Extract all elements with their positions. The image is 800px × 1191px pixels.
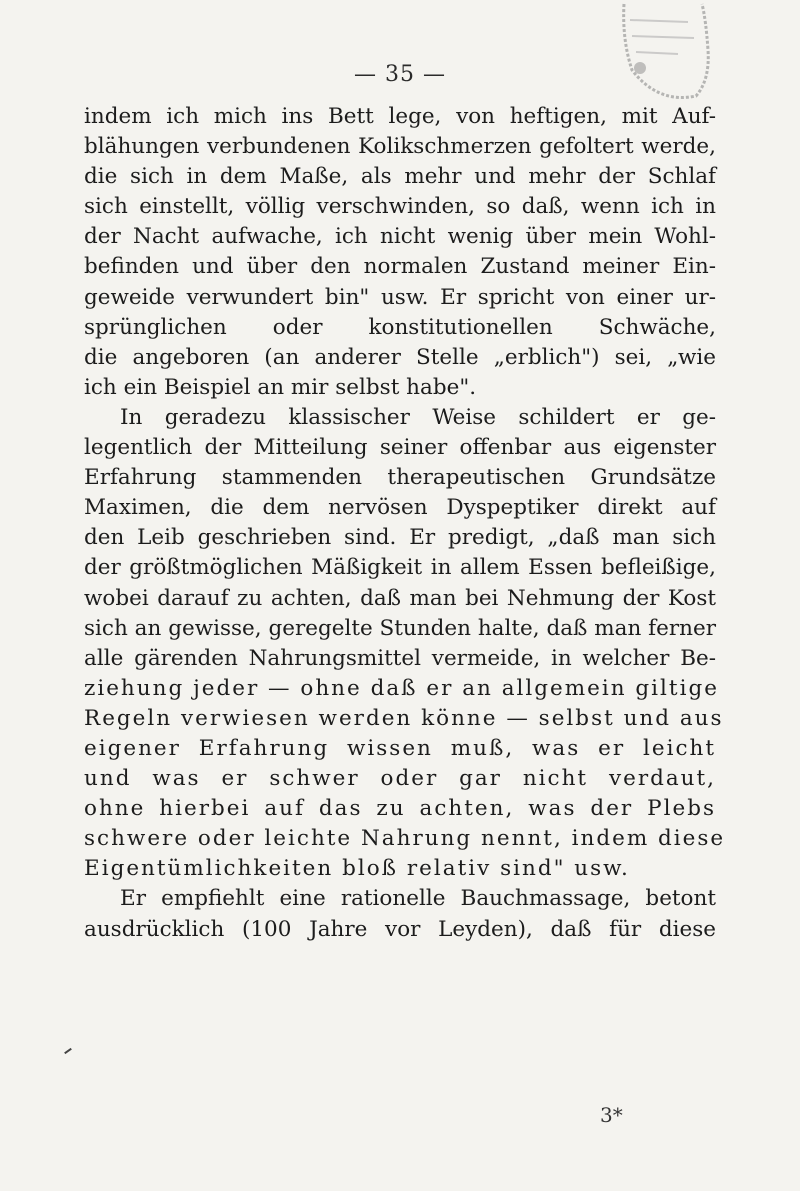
signature-mark: 3* bbox=[600, 1103, 623, 1127]
text-line: den Leib geschrieben sind. Er predigt, „daß man sich bbox=[84, 525, 716, 551]
text-line: sprünglichen oder konstitutionellen Schwäche, bbox=[84, 314, 716, 340]
text-line: alle gärenden Nahrungsmittel vermeide, in welcher Be- bbox=[84, 645, 716, 671]
text-line: der Nacht aufwache, ich nicht wenig über mein Wohl- bbox=[84, 224, 716, 250]
text-line: eigener Erfahrung wissen muß, was er leicht bbox=[84, 735, 716, 761]
text-line: wobei darauf zu achten, daß man bei Nehmung der Kost bbox=[84, 585, 716, 611]
margin-mark bbox=[64, 1048, 72, 1054]
text-line: Erfahrung stammenden therapeutischen Grundsätze bbox=[84, 465, 716, 491]
text-line: ich ein Beispiel an mir selbst habe". bbox=[84, 374, 477, 400]
text-line: der größtmöglichen Mäßigkeit in allem Essen befleißige, bbox=[84, 555, 716, 581]
text-line: die sich in dem Maße, als mehr und mehr der Schlaf bbox=[84, 164, 716, 190]
text-line: die angeboren (an anderer Stelle „erblich") sei, „wie bbox=[84, 344, 716, 370]
text-line: schwere oder leichte Nahrung nennt, indem diese bbox=[84, 826, 726, 852]
text-line: ausdrücklich (100 Jahre vor Leyden), daß für diese bbox=[84, 916, 716, 942]
text-line: Regeln verwiesen werden könne — selbst und aus bbox=[84, 705, 724, 731]
text-line: legentlich der Mitteilung seiner offenbar aus eigenster bbox=[84, 435, 716, 461]
text-line: blähungen verbundenen Kolikschmerzen gefoltert werde, bbox=[84, 134, 716, 160]
library-stamp bbox=[618, 0, 714, 112]
paragraph-start: In geradezu klassischer Weise schildert er ge- bbox=[120, 404, 716, 430]
text-line: sich an gewisse, geregelte Stunden halte, daß man ferner bbox=[84, 615, 716, 641]
text-line: sich einstellt, völlig verschwinden, so daß, wenn ich in bbox=[84, 194, 716, 220]
text-line: ohne hierbei auf das zu achten, was der Plebs bbox=[84, 796, 716, 822]
text-line: und was er schwer oder gar nicht verdaut, bbox=[84, 766, 716, 792]
body-text bbox=[84, 102, 726, 945]
text-line: Maximen, die dem nervösen Dyspeptiker direkt auf bbox=[84, 495, 716, 521]
text-line: befinden und über den normalen Zustand meiner Ein- bbox=[84, 254, 716, 280]
text-line: geweide verwundert bin" usw. Er spricht von einer ur- bbox=[84, 284, 716, 310]
text-line: indem ich mich ins Bett lege, von heftigen, mit Auf- bbox=[84, 104, 716, 129]
paragraph-start: Er empfiehlt eine rationelle Bauchmassage, betont bbox=[120, 886, 716, 912]
text-line: ziehung jeder — ohne daß er an allgemein giltige bbox=[84, 675, 719, 701]
text-line: Eigentümlichkeiten bloß relativ sind" usw. bbox=[84, 856, 630, 882]
page-number: — 35 — bbox=[354, 62, 446, 87]
